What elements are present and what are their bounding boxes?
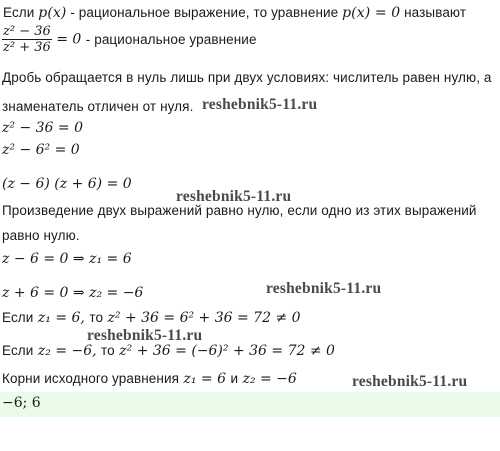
step-2: z² − 6² = 0 [2, 142, 80, 158]
watermark: reshebnik5-11.ru [87, 327, 203, 344]
check-2-root: z₂ = −6, [37, 343, 97, 359]
fraction-line [2, 24, 257, 55]
check-1 [2, 309, 301, 327]
check-2-text: Если [2, 343, 34, 358]
watermark: reshebnik5-11.ru [352, 373, 468, 390]
rational-fraction [2, 24, 52, 55]
watermark: reshebnik5-11.ru [266, 280, 382, 297]
intro-text-3: называют [404, 5, 467, 20]
check-1-root: z₁ = 6, [37, 310, 85, 326]
px-equation: p(x) = 0 [342, 5, 401, 21]
check-1-text: Если [2, 310, 34, 325]
px-expression: p(x) [38, 5, 67, 21]
root-2: z + 6 = 0 ⇒ z₂ = −6 [2, 285, 144, 301]
conclusion-z1: z₁ = 6 [183, 371, 226, 387]
check-1-to: то [89, 310, 104, 325]
product-line-2: равно нулю. [2, 228, 80, 243]
rule-line-2: знаменатель отличен от нуля. [2, 99, 194, 114]
conclusion-z2: z₂ = −6 [242, 371, 297, 387]
answer-value: −6; 6 [2, 395, 41, 411]
watermark: reshebnik5-11.ru [202, 96, 318, 113]
conclusion-line [2, 370, 297, 388]
equals-zero: = 0 [56, 31, 82, 48]
fraction-denominator: z² + 36 [3, 40, 51, 55]
rule-line-1: Дробь обращается в нуль лишь при двух условиях: числитель равен нулю, а [2, 70, 492, 85]
step-1: z² − 36 = 0 [2, 120, 83, 136]
conclusion-text: Корни исходного уравнения [2, 371, 180, 386]
conclusion-and: и [230, 371, 239, 386]
check-1-calc: z² + 36 = 6² + 36 = 72 ≠ 0 [107, 310, 301, 326]
check-2-calc: z² + 36 = (−6)² + 36 = 72 ≠ 0 [119, 343, 335, 359]
intro-text-4: - рациональное уравнение [85, 32, 257, 47]
intro-text-2: - рациональное выражение, то уравнение [70, 5, 339, 20]
root-1: z − 6 = 0 ⇒ z₁ = 6 [2, 251, 132, 267]
answer-bar [0, 392, 500, 417]
product-line-1: Произведение двух выражений равно нулю, если одно из этих выражений [2, 203, 477, 218]
check-2-to: то [101, 343, 115, 358]
intro-line [3, 5, 466, 21]
intro-text-1: Если [3, 5, 35, 20]
fraction-numerator: z² − 36 [3, 24, 51, 39]
step-3: (z − 6) (z + 6) = 0 [2, 176, 132, 192]
watermark: reshebnik5-11.ru [176, 188, 292, 205]
